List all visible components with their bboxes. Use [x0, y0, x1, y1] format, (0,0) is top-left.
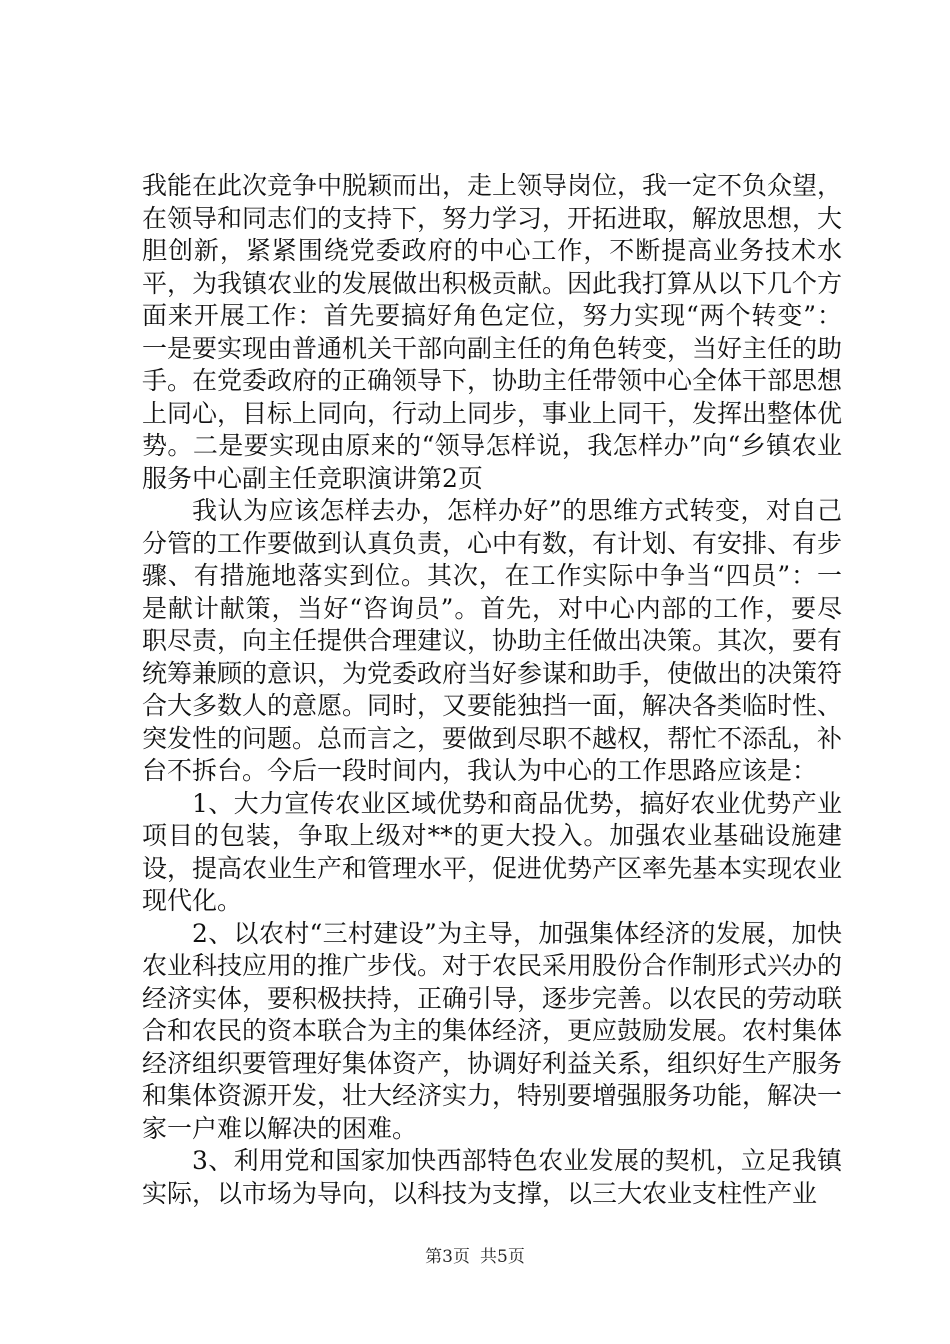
current-page-label: 第3页	[425, 1247, 470, 1267]
paragraph-item-3: 3、利用党和国家加快西部特色农业发展的契机，立足我镇实际，以市场为导向，以科技为支撑，以三大农业支柱性产业	[142, 1146, 842, 1208]
page-footer	[0, 1246, 950, 1268]
paragraph-continuation: 我能在此次竞争中脱颖而出，走上领导岗位，我一定不负众望，在领导和同志们的支持下，努力学习，开拓进取，解放思想，大胆创新，紧紧围绕党委政府的中心工作，不断提高业务技术水平，为我镇农业的发展做出积极贡献。因此我打算从以下几个方面来开展工作：首先要搞好角色定位，努力实现“两个转变”：一是要实现由普通机关干部向副主任的角色转变，当好主任的助手。在党委政府的正确领导下，协助主任带领中心全体干部思想上同心，目标上同向，行动上同步，事业上同干，发挥出整体优势。二是要实现由原来的“领导怎样说，我怎样办”向“乡镇农业服务中心副主任竞职演讲第2页	[142, 171, 843, 493]
total-pages-label: 共5页	[480, 1247, 525, 1267]
paragraph-item-1: 1、大力宣传农业区域优势和商品优势，搞好农业优势产业项目的包装，争取上级对**的更大投入。加强农业基础设施建设，提高农业生产和管理水平，促进优势产区率先基本实现农业现代化。	[142, 788, 843, 915]
paragraph: 我认为应该怎样去办，怎样办好”的思维方式转变，对自己分管的工作要做到认真负责，心中有数，有计划、有安排、有步骤、有措施地落实到位。其次，在工作实际中争当“四员”：一是献计献策，当好“咨询员”。首先，对中心内部的工作，要尽职尽责，向主任提供合理建议，协助主任做出决策。其次，要有统筹兼顾的意识，为党委政府当好参谋和助手，使做出的决策符合大多数人的意愿。同时，又要能独挡一面，解决各类临时性、突发性的问题。总而言之，要做到尽职不越权，帮忙不添乱，补台不拆台。今后一段时间内，我认为中心的工作思路应该是：	[142, 496, 843, 785]
paragraph-item-2: 2、以农村“三村建设”为主导，加强集体经济的发展，加快农业科技应用的推广步伐。对于农民采用股份合作制形式兴办的经济实体，要积极扶持，正确引导，逐步完善。以农民的劳动联合和农民的资本联合为主的集体经济，更应鼓励发展。农村集体经济组织要管理好集体资产，协调好利益关系，组织好生产服务和集体资源开发，壮大经济实力，特别要增强服务功能，解决一家一户难以解决的困难。	[142, 918, 843, 1143]
document-body	[142, 170, 842, 1210]
